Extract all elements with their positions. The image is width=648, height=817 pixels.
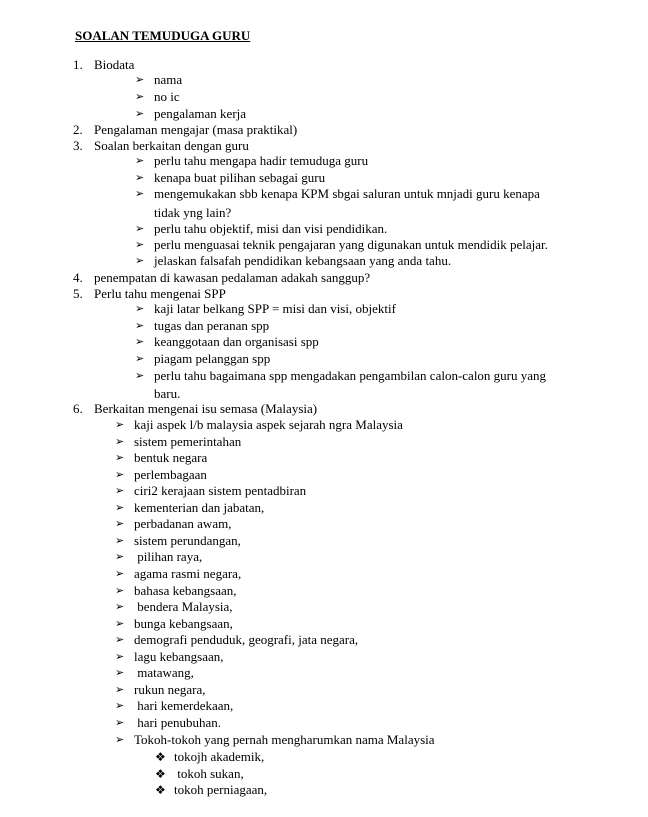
section-number: 3. [73,138,83,153]
arrow-bullet-icon: ➢ [135,352,145,365]
bullet-text: no ic [154,89,180,104]
arrow-bullet-icon: ➢ [115,616,125,630]
arrow-bullet-icon: ➢ [115,649,125,663]
arrow-bullet-icon: ➢ [115,434,125,448]
bullet-text: perlu tahu bagaimana spp mengadakan pengambilan calon-calon guru yang [154,368,547,383]
arrow-bullet-icon: ➢ [115,500,125,514]
arrow-bullet-icon: ➢ [115,517,125,531]
arrow-bullet-icon: ➢ [135,319,145,332]
arrow-bullet-icon: ➢ [135,171,145,184]
section-heading: Berkaitan mengenai isu semasa (Malaysia) [94,401,318,416]
bullet-text: rukun negara, [134,681,206,697]
page-title: SOALAN TEMUDUGA GURU [75,28,251,43]
bullet-text: lagu kebangsaan, [134,648,224,664]
arrow-bullet-icon: ➢ [135,369,145,382]
arrow-bullet-icon: ➢ [135,107,145,120]
bullet-text: perlembagaan [134,466,207,482]
arrow-bullet-icon: ➢ [135,238,145,251]
arrow-bullet-icon: ➢ [115,583,125,597]
section-number: 2. [73,122,83,137]
arrow-bullet-icon: ➢ [115,451,125,465]
bullet-text: bunga kebangsaan, [134,615,233,631]
arrow-bullet-icon: ➢ [115,550,125,564]
bullet-text: matawang, [134,665,194,681]
bullet-text: tugas dan peranan spp [154,318,270,333]
section-number: 6. [73,401,83,416]
bullet-text: pengalaman kerja [154,106,247,121]
bullet-text: demografi penduduk, geografi, jata negara, [134,632,359,648]
bullet-text: Tokoh-tokoh yang pernah mengharumkan nama Malaysia [134,731,435,747]
bullet-text: kaji aspek l/b malaysia aspek sejarah ngra Malaysia [134,417,403,432]
bullet-text: bentuk negara [134,450,208,466]
bullet-text: perbadanan awam, [134,516,232,532]
arrow-bullet-icon: ➢ [135,154,145,167]
bullet-text: bendera Malaysia, [134,599,233,614]
bullet-text: baru. [154,386,181,401]
bullet-text: kaji latar belkang SPP = misi dan visi, objektif [154,301,396,316]
arrow-bullet-icon: ➢ [135,254,145,267]
section-heading: Biodata [94,57,135,72]
bullet-text: hari kemerdekaan, [134,698,234,714]
arrow-bullet-icon: ➢ [115,732,125,746]
arrow-bullet-icon: ➢ [115,666,125,680]
bullet-text: bahasa kebangsaan, [134,582,237,598]
arrow-bullet-icon: ➢ [135,90,145,103]
arrow-bullet-icon: ➢ [135,187,145,200]
arrow-bullet-icon: ➢ [115,633,125,647]
section-number: 5. [73,286,83,301]
bullet-text: nama [154,72,183,87]
bullet-text: tidak yng lain? [154,205,232,220]
bullet-text: kementerian dan jabatan, [134,499,265,515]
arrow-bullet-icon: ➢ [115,715,125,729]
arrow-bullet-icon: ➢ [115,699,125,713]
arrow-bullet-icon: ➢ [115,467,125,481]
arrow-bullet-icon: ➢ [135,335,145,348]
section-heading: Perlu tahu mengenai SPP [94,286,226,301]
sub-bullet-text: tokoh sukan, [174,765,244,781]
bullet-text: pilihan raya, [134,549,203,565]
bullet-text: keanggotaan dan organisasi spp [154,334,319,349]
section-heading: Soalan berkaitan dengan guru [94,138,249,153]
arrow-bullet-icon: ➢ [115,567,125,580]
section-number: 4. [73,270,83,285]
arrow-bullet-icon: ➢ [135,73,145,86]
arrow-bullet-icon: ➢ [115,484,125,498]
bullet-text: mengemukakan sbb kenapa KPM sbgai saluran untuk mnjadi guru kenapa [154,186,540,201]
diamond-bullet-icon: ❖ [155,766,166,781]
bullet-text: perlu tahu mengapa hadir temuduga guru [154,153,369,168]
sub-bullet-text: tokojh akademik, [174,749,265,764]
bullet-text: jelaskan falsafah pendidikan kebangsaan yang anda tahu. [154,253,452,268]
bullet-text: sistem perundangan, [134,532,241,548]
bullet-text: piagam pelanggan spp [154,351,271,366]
arrow-bullet-icon: ➢ [135,222,145,235]
bullet-text: perlu tahu objektif, misi dan visi pendidikan. [154,221,388,236]
diamond-bullet-icon: ❖ [155,750,166,764]
section-heading: penempatan di kawasan pedalaman adakah sanggup? [94,270,371,285]
bullet-text: ciri2 kerajaan sistem pentadbiran [134,483,307,499]
sub-bullet-text: tokoh perniagaan, [174,782,268,797]
bullet-text: perlu menguasai teknik pengajaran yang digunakan untuk mendidik pelajar. [154,237,548,252]
bullet-text: kenapa buat pilihan sebagai guru [154,170,326,185]
arrow-bullet-icon: ➢ [115,418,125,431]
bullet-text: agama rasmi negara, [134,566,242,581]
arrow-bullet-icon: ➢ [115,682,125,696]
bullet-text: sistem pemerintahan [134,433,242,449]
section-heading: Pengalaman mengajar (masa praktikal) [94,122,298,137]
arrow-bullet-icon: ➢ [115,533,125,547]
bullet-text: hari penubuhan. [134,714,222,730]
arrow-bullet-icon: ➢ [135,302,145,315]
section-number: 1. [73,57,83,72]
arrow-bullet-icon: ➢ [115,600,125,613]
diamond-bullet-icon: ❖ [155,783,166,797]
